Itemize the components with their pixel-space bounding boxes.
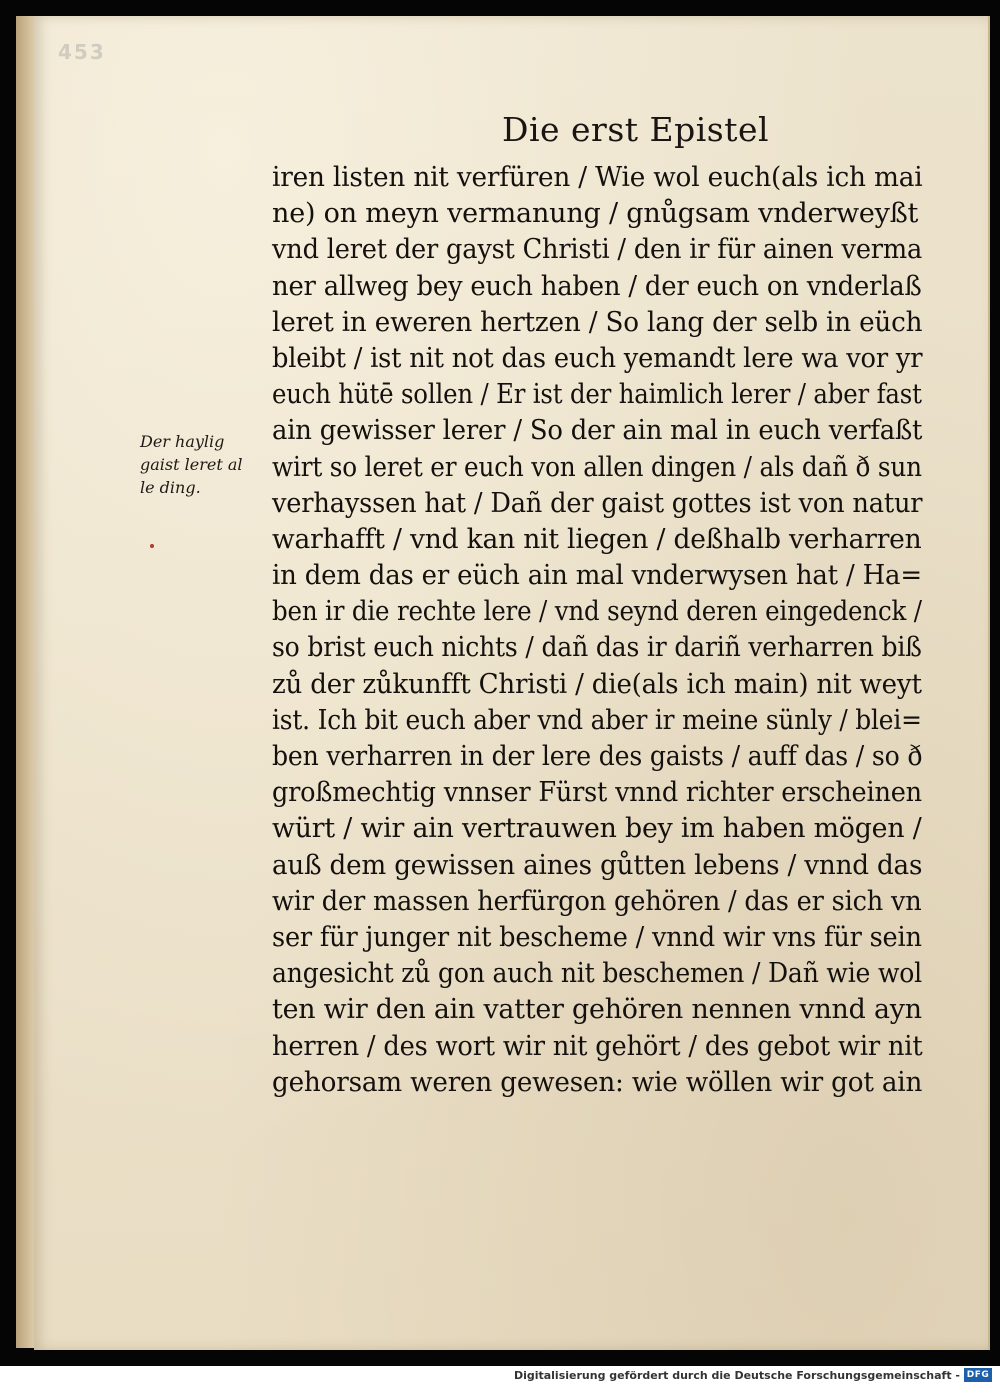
body-text — [272, 160, 922, 1101]
text-line: in dem das er eüch ain mal vnderwysen hat / Ha= — [272, 560, 922, 592]
text-line: wir der massen herfürgon gehören / das er sich vn — [272, 885, 922, 917]
running-head: Die erst Epistel — [502, 110, 770, 149]
margin-note-line: le ding. — [140, 478, 201, 497]
text-line: iren listen nit verfüren / Wie wol euch(als ich mai — [272, 162, 923, 193]
text-line: ser für junger nit bescheme / vnnd wir vns für sein — [272, 921, 922, 953]
text-line: großmechtig vnnser Fürst vnnd richter erscheinen — [272, 777, 922, 809]
text-line: würt / wir ain vertrauwen bey im haben mögen / — [272, 813, 922, 845]
text-line: vnd leret der gayst Christi / den ir für ainen verma — [272, 234, 923, 266]
ink-speck — [150, 544, 154, 548]
dfg-logo: DFG — [964, 1368, 992, 1382]
text-line: ten wir den ain vatter gehören nennen vnnd ayn — [272, 994, 922, 1026]
text-line: gehorsam weren gewesen: wie wöllen wir got ain — [272, 1066, 923, 1098]
text-line: ain gewisser lerer / So der ain mal in euch verfaßt — [272, 415, 923, 447]
text-line: ist. Ich bit euch aber vnd aber ir meine sünly / blei= — [272, 704, 922, 736]
text-line: euch hütē sollen / Er ist der haimlich lerer / aber fast — [272, 379, 922, 411]
text-line: zů der zůkunfft Christi / die(als ich main) nit weyt — [272, 668, 922, 700]
text-line: verhayssen hat / Dañ der gaist gottes ist von natur — [272, 487, 923, 519]
text-line: so brist euch nichts / dañ das ir dariñ verharren biß — [272, 632, 922, 664]
faded-folio-number: 453 — [58, 40, 106, 64]
text-line: ner allweg bey euch haben / der euch on vnderlaß — [272, 270, 922, 302]
text-line: angesicht zů gon auch nit beschemen / Dañ wie wol — [272, 958, 922, 990]
text-line: ne) on meyn vermanung / gnůgsam vnderweyßt — [272, 198, 919, 230]
text-line: auß dem gewissen aines gůtten lebens / vnnd das — [272, 849, 923, 881]
text-line: ben verharren in der lere des gaists / auff das / so ð — [272, 741, 923, 772]
margin-note-line: gaist leret al — [140, 455, 243, 474]
text-line: ben ir die rechte lere / vnd seynd deren eingedenck / — [272, 596, 922, 628]
text-line: wirt so leret er euch von allen dingen / als dañ ð sun — [272, 451, 922, 483]
text-line: herren / des wort wir nit gehört / des gebot wir nit — [272, 1030, 923, 1062]
margin-note-line: Der haylig — [140, 432, 225, 451]
margin-note — [140, 430, 265, 499]
text-line: warhafft / vnd kan nit liegen / deßhalb verharren — [272, 523, 922, 555]
digitization-credit: Digitalisierung gefördert durch die Deutsche Forschungsgemeinschaft - — [513, 1369, 960, 1382]
text-line: bleibt / ist nit not das euch yemandt lere wa vor yr — [272, 342, 923, 374]
text-line: leret in eweren hertzen / So lang der selb in eüch — [272, 306, 923, 338]
